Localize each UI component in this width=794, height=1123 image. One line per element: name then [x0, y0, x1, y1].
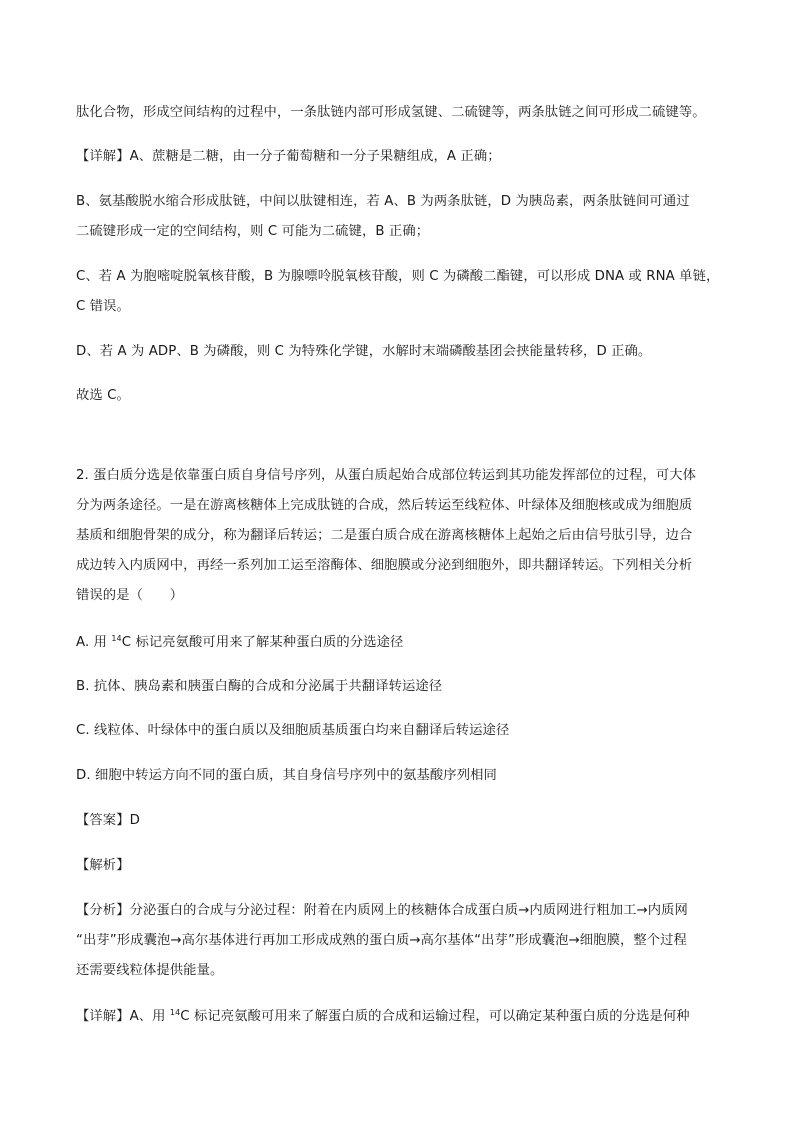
answer-text: 【答案】D [76, 813, 140, 828]
question-stem-line-1: 2. 蛋白质分选是依靠蛋白质自身信号序列，从蛋白质起始合成部位转运到其功能发挥部位的过程，可大体 [76, 468, 697, 483]
analysis-line-2: “出芽”形成囊泡→高尔基体进行再加工形成成熟的蛋白质→高尔基体“出芽”形成囊泡→细胞膜，整个过程 [76, 933, 687, 948]
detail-a-question2 [76, 1008, 736, 1026]
question-stem-line-5: 错误的是（ ） [76, 588, 184, 603]
option-a-prefix: A. 用 [76, 635, 112, 650]
detail-prefix: 【详解】A、用 [76, 1009, 170, 1024]
option-b: B. 抗体、胰岛素和胰蛋白酶的合成和分泌属于共翻译转运途径 [76, 679, 443, 694]
option-a [76, 634, 736, 652]
question-stem-line-4: 成边转入内质网中，再经一系列加工运至溶酶体、细胞膜或分泌到细胞外，即共翻译转运。下列相关分析 [76, 558, 693, 573]
option-d: D. 细胞中转运方向不同的蛋白质，其自身信号序列中的氨基酸序列相同 [76, 768, 497, 783]
detail-c-line-1: C、若 A 为胞嘧啶脱氧核苷酸，B 为腺嘌呤脱氧核苷酸，则 C 为磷酸二酯键，可以形成 DNA 或 RNA 单链， [76, 269, 720, 284]
option-a-superscript: 14 [111, 634, 122, 643]
option-c: C. 线粒体、叶绿体中的蛋白质以及细胞质基质蛋白均来自翻译后转运途径 [76, 723, 510, 738]
analysis-tail-text: 肽化合物，形成空间结构的过程中，一条肽链内部可形成氢键、二硫键等，两条肽链之间可形成二硫键等。 [76, 105, 706, 120]
detail-suffix: C 标记亮氨酸可用来了解蛋白质的合成和运输过程，可以确定某种蛋白质的分选是何种 [180, 1009, 690, 1024]
detail-b-line-1: B、氨基酸脱水缩合形成肽链，中间以肽键相连，若 A、B 为两条肽链，D 为胰岛素，两条肽链间可通过 [76, 194, 690, 209]
detail-superscript: 14 [169, 1008, 181, 1017]
detail-c-line-2: C 错误。 [76, 299, 130, 314]
detail-d-text: D、若 A 为 ADP、B 为磷酸，则 C 为特殊化学键，水解时末端磷酸基团会挟能量转移，D 正确。 [76, 344, 652, 359]
detail-b-line-2: 二硫键形成一定的空间结构，则 C 可能为二硫键，B 正确； [76, 224, 430, 239]
detail-a-text: 【详解】A、蔗糖是二糖，由一分子葡萄糖和一分子果糖组成，A 正确； [76, 149, 501, 164]
analysis-line-1: 【分析】分泌蛋白的合成与分泌过程：附着在内质网上的核糖体合成蛋白质→内质网进行粗加工→内质网 [76, 903, 688, 918]
question-stem-line-3: 基质和细胞骨架的成分，称为翻译后转运；二是蛋白质合成在游离核糖体上起始之后由信号肽引导，边合 [76, 528, 693, 543]
question-stem-line-2: 分为两条途径。一是在游离核糖体上完成肽链的合成，然后转运至线粒体、叶绿体及细胞核或成为细胞质 [76, 498, 693, 513]
analysis-heading: 【解析】 [76, 858, 130, 873]
analysis-line-3: 还需要线粒体提供能量。 [76, 963, 224, 978]
option-a-suffix: C 标记亮氨酸可用来了解某种蛋白质的分选途径 [121, 635, 404, 650]
conclusion-text: 故选 C。 [76, 388, 130, 403]
